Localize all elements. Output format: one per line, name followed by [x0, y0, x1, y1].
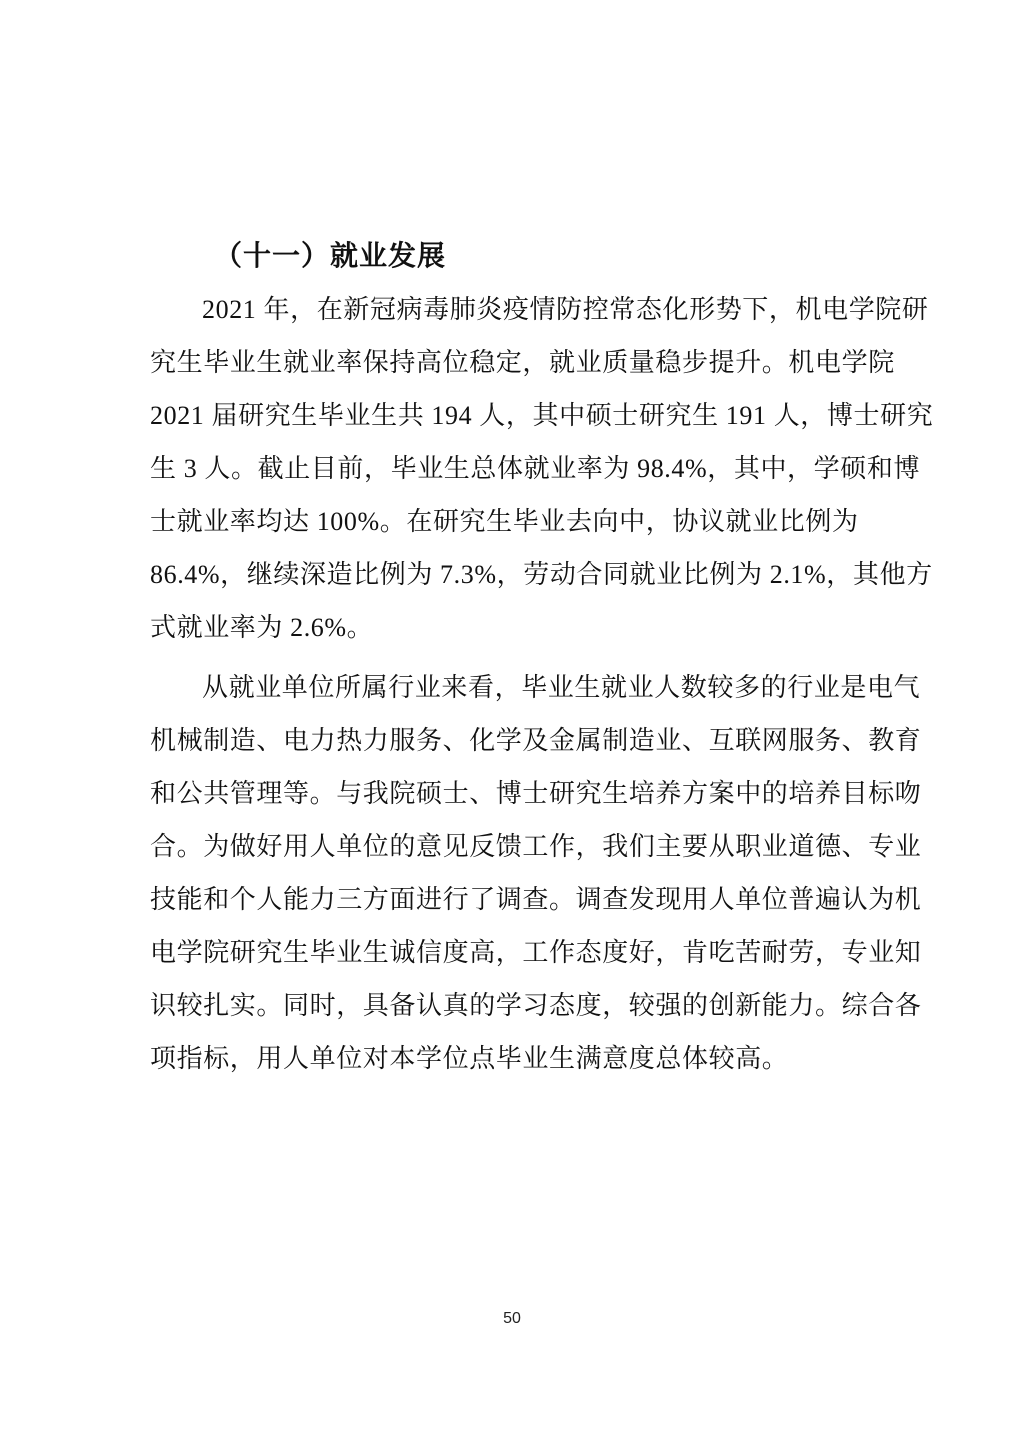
text-line: 技能和个人能力三方面进行了调查。调查发现用人单位普遍认为机	[150, 885, 922, 914]
text-line: 和公共管理等。与我院硕士、博士研究生培养方案中的培养目标吻	[150, 779, 922, 808]
text-line: 机械制造、电力热力服务、化学及金属制造业、互联网服务、教育	[150, 726, 922, 755]
text-line: 2021 年，在新冠病毒肺炎疫情防控常态化形势下，机电学院研	[202, 295, 929, 324]
text-line: 生 3 人。截止目前，毕业生总体就业率为 98.4%，其中，学硕和博	[150, 454, 921, 483]
text-line: 识较扎实。同时，具备认真的学习态度，较强的创新能力。综合各	[150, 991, 922, 1020]
text-line: 合。为做好用人单位的意见反馈工作，我们主要从职业道德、专业	[150, 832, 922, 861]
text-line: 式就业率为 2.6%。	[150, 613, 374, 642]
text-line: 究生毕业生就业率保持高位稳定，就业质量稳步提升。机电学院	[150, 348, 895, 377]
section-heading: （十一）就业发展	[214, 241, 447, 272]
text-line: 项指标，用人单位对本学位点毕业生满意度总体较高。	[150, 1044, 789, 1073]
paragraph-industry-feedback	[150, 661, 922, 1085]
text-line: 从就业单位所属行业来看，毕业生就业人数较多的行业是电气	[202, 673, 921, 702]
text-line: 士就业率均达 100%。在研究生毕业去向中，协议就业比例为	[150, 507, 859, 536]
text-line: 86.4%，继续深造比例为 7.3%，劳动合同就业比例为 2.1%，其他方	[150, 560, 933, 589]
paragraph-employment-overview	[150, 283, 934, 654]
text-line: 电学院研究生毕业生诚信度高，工作态度好，肯吃苦耐劳，专业知	[150, 938, 922, 967]
page-number: 50	[503, 1310, 521, 1327]
text-line: 2021 届研究生毕业生共 194 人，其中硕士研究生 191 人，博士研究	[150, 401, 934, 430]
